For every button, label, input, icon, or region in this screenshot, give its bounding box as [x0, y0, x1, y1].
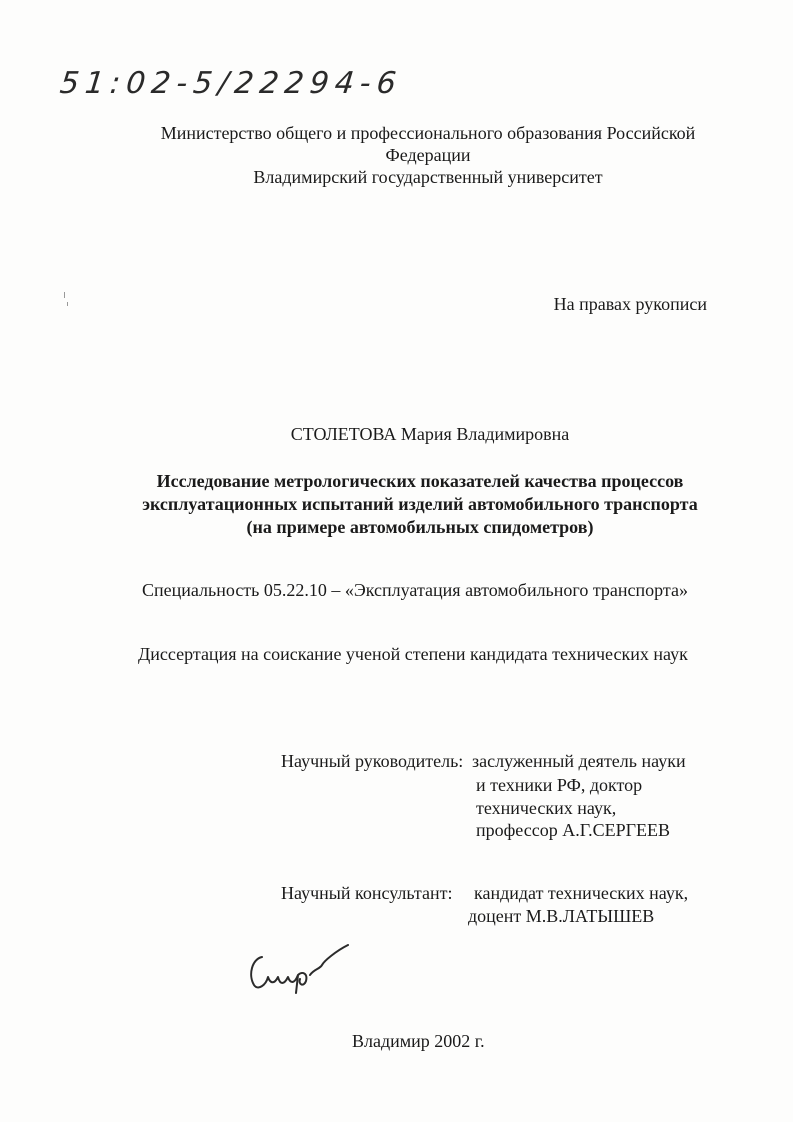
consultant-label: Научный консультант: — [281, 883, 453, 903]
specialty-line: Специальность 05.22.10 – «Эксплуатация автомобильного транспорта» — [142, 580, 689, 600]
supervisor-title-line-1: заслуженный деятель науки — [472, 751, 686, 771]
consultant-title: кандидат технических наук, — [474, 883, 689, 903]
title-line-1: Исследование метрологических показателей качества процессов — [156, 471, 684, 491]
city-year: Владимир 2002 г. — [352, 1031, 485, 1051]
author-name: СТОЛЕТОВА Мария Владимировна — [290, 424, 570, 444]
title-line-2: эксплуатационных испытаний изделий автомобильного транспорта — [142, 494, 698, 514]
ministry-line-2: Федерации — [385, 145, 471, 165]
scan-speck — [64, 292, 65, 298]
title-line-3: (на примере автомобильных спидометров) — [246, 517, 594, 537]
dissertation-title — [100, 470, 740, 539]
dissertation-type: Диссертация на соискание ученой степени кандидата технических наук — [138, 644, 688, 664]
rights-note: На правах рукописи — [553, 294, 707, 314]
consultant-name: доцент М.В.ЛАТЫШЕВ — [468, 906, 655, 926]
supervisor-title-line-3: технических наук, — [476, 798, 617, 818]
ministry-line-1: Министерство общего и профессионального образования Российской — [160, 123, 696, 143]
ministry-header — [100, 122, 756, 188]
supervisor-name: профессор А.Г.СЕРГЕЕВ — [476, 820, 671, 840]
university-name: Владимирский государственный университет — [253, 167, 603, 187]
scan-speck — [67, 302, 68, 306]
archive-code: 51:02-5/22294-6 — [58, 66, 404, 101]
supervisor-label: Научный руководитель: — [281, 751, 464, 771]
handwritten-signature — [240, 935, 350, 995]
supervisor-title-line-2: и техники РФ, доктор — [476, 775, 643, 795]
